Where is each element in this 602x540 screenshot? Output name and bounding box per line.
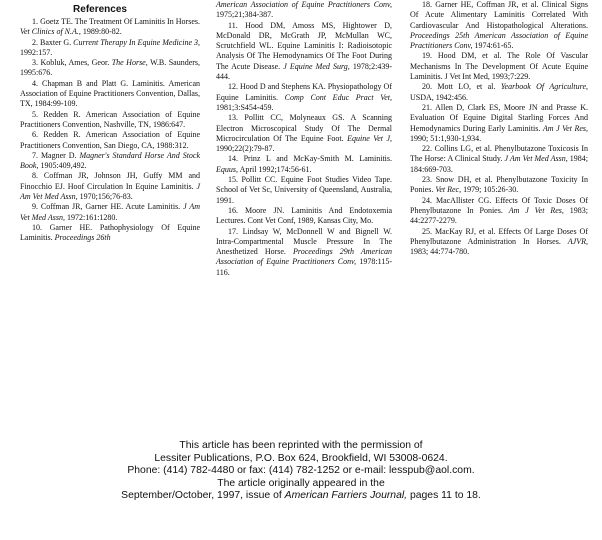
reference-number: 19.: [422, 51, 432, 61]
reference-number: 21.: [422, 102, 432, 112]
reference-number: 4.: [32, 78, 38, 88]
reference-details: 1905:409,492.: [40, 161, 87, 171]
reference-number: 1.: [32, 17, 38, 26]
reprint-notice: [0, 440, 602, 503]
reference-text: Chapman B and Platt G. Laminitis. American Association of Equine Practitioners Convention, Dallas, TX, 1984:99-109.: [20, 78, 201, 109]
reference-source: Am J Vet Res,: [542, 123, 588, 133]
reference-entry: [410, 51, 588, 82]
reference-text: MacAllister CG. Effects Of Toxic Doses Of Phenylbutazone In Ponies.: [410, 195, 588, 215]
reference-number: 15.: [228, 175, 238, 185]
reference-details: 1981;3:S454-459.: [216, 102, 274, 112]
reference-number: 6.: [32, 130, 38, 140]
reference-entry: [410, 196, 588, 227]
reference-details: 1978;2:439-444.: [216, 61, 392, 82]
reprint-line-1: This article has been reprinted with the permission of: [179, 440, 423, 451]
reference-number: 18.: [422, 0, 432, 9]
reference-text: Prinz L and McKay-Smith M. Laminitis.: [243, 154, 393, 164]
reference-source: J Equine Med Surg,: [283, 61, 350, 71]
reference-text: Redden R. American Association of Equine Practitioners Convention, San Diego, CA, 1988:312.: [20, 130, 201, 150]
journal-title: American Farriers Journal,: [284, 490, 408, 502]
reference-source: Equine Vet J,: [347, 133, 393, 143]
reference-number: 8.: [32, 171, 38, 181]
reference-details: 1989:80-82.: [82, 27, 122, 37]
reference-source: J Am Vet Med Assn,: [20, 202, 201, 222]
reference-number: 22.: [422, 144, 432, 154]
reference-entry: [20, 151, 200, 172]
reprint-line-2: Lessiter Publications, P.O. Box 624, Brookfield, WI 53008-0624.: [154, 452, 448, 464]
reference-source: Am J Vet Res,: [508, 205, 564, 215]
reference-details: 1978:115-116.: [216, 257, 393, 277]
reference-number: 12.: [228, 82, 238, 92]
reference-number: 5.: [32, 109, 38, 119]
reference-text: Lindsay W, McDonnell W and Bignell W. Intra-Compartmental Muscle Pressure In The Anesthetized Horse.: [216, 226, 393, 257]
references-column-2: [216, 0, 392, 278]
reference-entry: [216, 154, 392, 175]
reference-entry: [20, 38, 200, 59]
reference-source: Vet Rec,: [435, 185, 462, 195]
reference-source: The Horse,: [111, 58, 148, 68]
reference-source: Yearbook Of Agriculture,: [500, 82, 588, 92]
reference-entry: [410, 144, 588, 175]
reference-number: 16.: [228, 205, 238, 215]
reference-source: Equus,: [216, 164, 238, 174]
reference-number: 11.: [228, 20, 238, 30]
reference-entry: [20, 202, 200, 223]
reference-text: Garner HE. Pathophysiology Of Equine Laminitis.: [20, 222, 200, 243]
reference-details: 1975;21;384-387.: [216, 10, 274, 20]
reference-text: Kobluk, Ames, Geor.: [40, 58, 110, 68]
reference-entry: [216, 175, 392, 206]
reference-details: 1970;156;76-83.: [79, 192, 133, 202]
reference-number: 20.: [422, 82, 432, 92]
reference-source: J Am Vet Med Assn,: [20, 181, 200, 202]
reference-entry: [20, 17, 200, 38]
reference-text: MacKay RJ, et al. Effects Of Large Doses Of Phenylbutazone Administration In Horses.: [410, 226, 588, 246]
reference-text: Hood D and Stephens KA. Physiopathology Of Equine Laminitis.: [216, 82, 392, 102]
reference-entry: [20, 58, 200, 79]
reference-details: 1992:157.: [20, 47, 53, 57]
reference-details: 1990; 51:1,930-1,934.: [410, 133, 482, 143]
reference-text: Coffman JR, Garner HE. Acute Laminitis.: [40, 202, 181, 212]
reference-source: Proceedings 26th: [54, 233, 111, 243]
reference-number: 10.: [32, 222, 42, 232]
reference-entry: [20, 130, 200, 151]
reference-entry: [216, 82, 392, 113]
reference-details: USDA, 1942:456.: [410, 92, 469, 102]
reference-number: 24.: [422, 195, 432, 205]
reference-details: 1979; 105:26-30.: [463, 185, 519, 195]
reference-text: Moore JN. Laminitis And Endotoxemia Lectures. Cont Vet Conf, 1989, Kansas City, Mo.: [216, 205, 393, 226]
reference-details: April 1992;174:56-61.: [239, 164, 312, 174]
reference-number: 25.: [422, 226, 432, 236]
reference-source: Current Therapy In Equine Medicine 3,: [73, 37, 201, 47]
reference-entry: [20, 171, 200, 202]
reference-text: Redden R. American Association of Equine Practitioners Convention, Nashville, TN, 1986:647.: [20, 109, 201, 129]
references-heading: References: [73, 4, 127, 15]
reference-number: 3.: [32, 58, 38, 68]
reference-text: Pollitt CC, Molyneaux GS. A Scanning Electron Microscopical Study Of The Dermal Microcirculation Of The Equine Foot.: [216, 113, 392, 143]
reference-details: 1990;22(2):79-87.: [216, 144, 275, 154]
reprint-line-4: The article originally appeared in the: [217, 477, 385, 489]
reference-source: Comp Cont Educ Pract Vet,: [284, 92, 393, 102]
reference-source: Magner's Standard Horse And Stock Book,: [20, 150, 201, 171]
reference-number: 9.: [32, 202, 38, 212]
reference-entry: [410, 175, 588, 196]
reference-number: 23.: [422, 175, 432, 185]
reference-source: American Association of Equine Practitioners Conv,: [216, 0, 392, 9]
reference-text: Coffman JR, Johnson JH, Guffy MM and Finocchio EJ. Hoof Circulation In Equine Laminitis.: [20, 171, 200, 191]
reference-text: Collins LG, et al. Phenylbutazone Toxicosis In The Horse: A Clinical Study.: [410, 144, 589, 164]
reference-text: Magner D.: [40, 150, 77, 160]
reference-entry: [410, 82, 588, 103]
reference-source: J Am Vet Med Assn,: [504, 154, 568, 164]
reference-text: Goetz TE. The Treatment Of Laminitis In Horses.: [40, 17, 200, 26]
reference-source: Proceedings 29th American Association of Equine Practitioners Conv,: [216, 247, 392, 267]
reprint-issue-text: September/October, 1997, issue of: [121, 490, 282, 502]
reference-details: W.B. Saunders, 1995:676.: [20, 58, 201, 78]
reference-entry: [216, 113, 392, 154]
reference-entry: [216, 0, 392, 21]
reference-number: 13.: [228, 113, 238, 123]
reference-text: Baxter G.: [40, 37, 72, 47]
reference-text: Allen D, Clark ES, Moore JN and Prasse K. Evaluation Of Equine Digital Starling Forces And Hemodynamics During Early Laminitis.: [410, 102, 588, 133]
reference-text: Pollitt CC. Equine Foot Studies Video Tape. School of Vet Sc, University of Queensland, Australia, 1991.: [216, 175, 393, 205]
reference-number: 7.: [32, 150, 38, 160]
reference-entry: [20, 110, 200, 131]
reference-entry: [20, 79, 200, 110]
reference-source: Vet Clinics of N.A.,: [20, 27, 81, 37]
reference-details: 1984; 184:669-703.: [410, 154, 589, 174]
reference-number: 14.: [228, 154, 238, 164]
reference-details: 1983; 44:774-780.: [410, 247, 470, 257]
reference-text: Garner HE, Coffman JR, et al. Clinical Signs Of Acute Alimentary Laminitis Correlated With Cardiovascular And Histopathological Alterations.: [410, 0, 588, 30]
reference-source: AJVR,: [567, 236, 588, 246]
reference-entry: [410, 227, 588, 258]
reference-entry: [216, 21, 392, 83]
reference-entry: [20, 223, 200, 244]
reference-text: Hood DM, et al. The Role Of Vascular Mechanisms In The Development Of Acute Equine Laminitis. J Vet Int Med, 1993;7:229.: [410, 51, 588, 82]
reference-entry: [216, 206, 392, 227]
reference-number: 17.: [228, 226, 238, 236]
reference-entry: [216, 227, 392, 278]
reference-text: Snow DH, et al. Phenylbutazone Toxicity In Ponies.: [410, 175, 589, 195]
reference-details: 1983; 44:2277-2279.: [410, 205, 588, 226]
reference-text: Mott LO, et al.: [437, 82, 496, 92]
reprint-pages-text: pages 11 to 18.: [409, 490, 481, 502]
reprint-line-3: Phone: (414) 782-4480 or fax: (414) 782-1252 or e-mail: lesspub@aol.com.: [127, 465, 475, 477]
reference-details: 1972:161:1280.: [66, 212, 118, 222]
reference-entry: [410, 0, 588, 51]
reference-number: 2.: [32, 37, 38, 47]
reference-entry: [410, 103, 588, 144]
reprint-line-5: [0, 490, 602, 503]
reference-source: Proceedings 25th American Association of Equine Practitioners Conv,: [410, 30, 588, 51]
reference-details: 1974:61-65.: [474, 41, 514, 51]
reference-text: Hood DM, Amoss MS, Hightower D, McDonald DR, McGrath JP, McMullan WC, Scrutchfield WL. Equine Laminitis I: Radioisotopic Analysis Of The Hemodynamics Of The Foot During The Acute Disease.: [216, 20, 393, 71]
references-column-3: [410, 0, 588, 257]
references-column-1: [20, 17, 200, 244]
